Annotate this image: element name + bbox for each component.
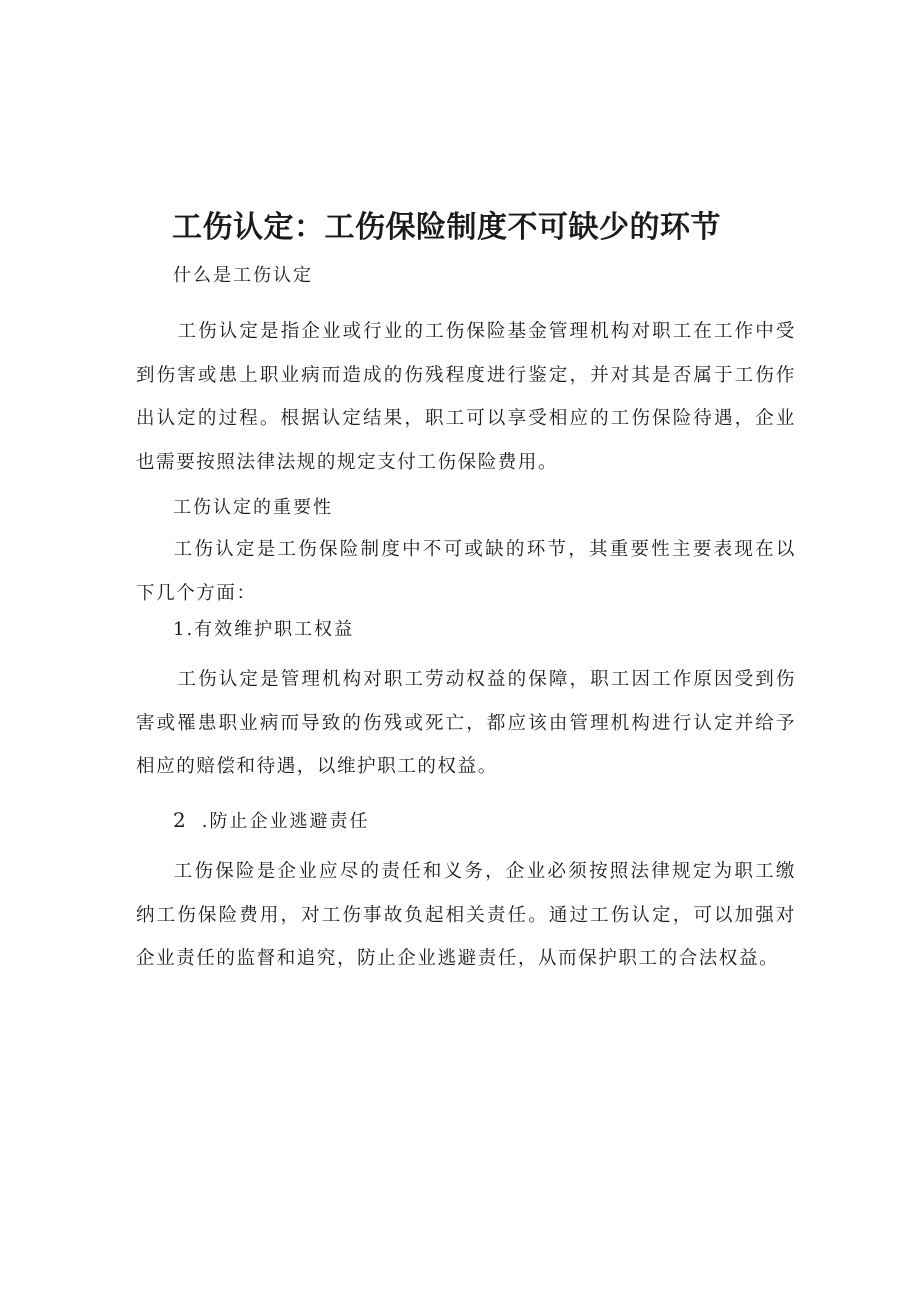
- document-title: 工伤认定：工伤保险制度不可缺少的环节: [172, 210, 721, 245]
- section-heading-importance: 工伤认定的重要性: [173, 497, 333, 518]
- paragraph-what: [136, 310, 796, 484]
- point-heading-1: 1.有效维护职工权益: [173, 619, 355, 640]
- paragraph-importance-text: 工伤认定是工伤保险制度中不可或缺的环节，其重要性主要表现在以下几个方面：: [136, 539, 796, 604]
- point-number-2: 2: [173, 808, 186, 832]
- paragraph-importance: [136, 528, 796, 615]
- paragraph-point-2: [136, 850, 796, 981]
- point-heading-2: [173, 806, 369, 836]
- paragraph-what-text: 工伤认定是指企业或行业的工伤保险基金管理机构对职工在工作中受到伤害或患上职业病而造成的伤残程度进行鉴定，并对其是否属于工伤作出认定的过程。根据认定结果，职工可以享受相应的工伤保险待遇，企业也需要按照法律法规的规定支付工伤保险费用。: [136, 321, 796, 473]
- paragraph-point-2-text: 工伤保险是企业应尽的责任和义务，企业必须按照法律规定为职工缴纳工伤保险费用，对工伤事故负起相关责任。通过工伤认定，可以加强对企业责任的监督和追究，防止企业逃避责任，从而保护职工的合法权益。: [136, 861, 796, 969]
- section-heading-what: 什么是工伤认定: [173, 265, 313, 286]
- paragraph-point-1-text: 工伤认定是管理机构对职工劳动权益的保障，职工因工作原因受到伤害或罹患职业病而导致的伤残或死亡，都应该由管理机构进行认定并给予相应的赔偿和待遇，以维护职工的权益。: [136, 669, 796, 777]
- paragraph-point-1: [136, 658, 796, 789]
- point-heading-2-text: .防止企业逃避责任: [201, 811, 370, 832]
